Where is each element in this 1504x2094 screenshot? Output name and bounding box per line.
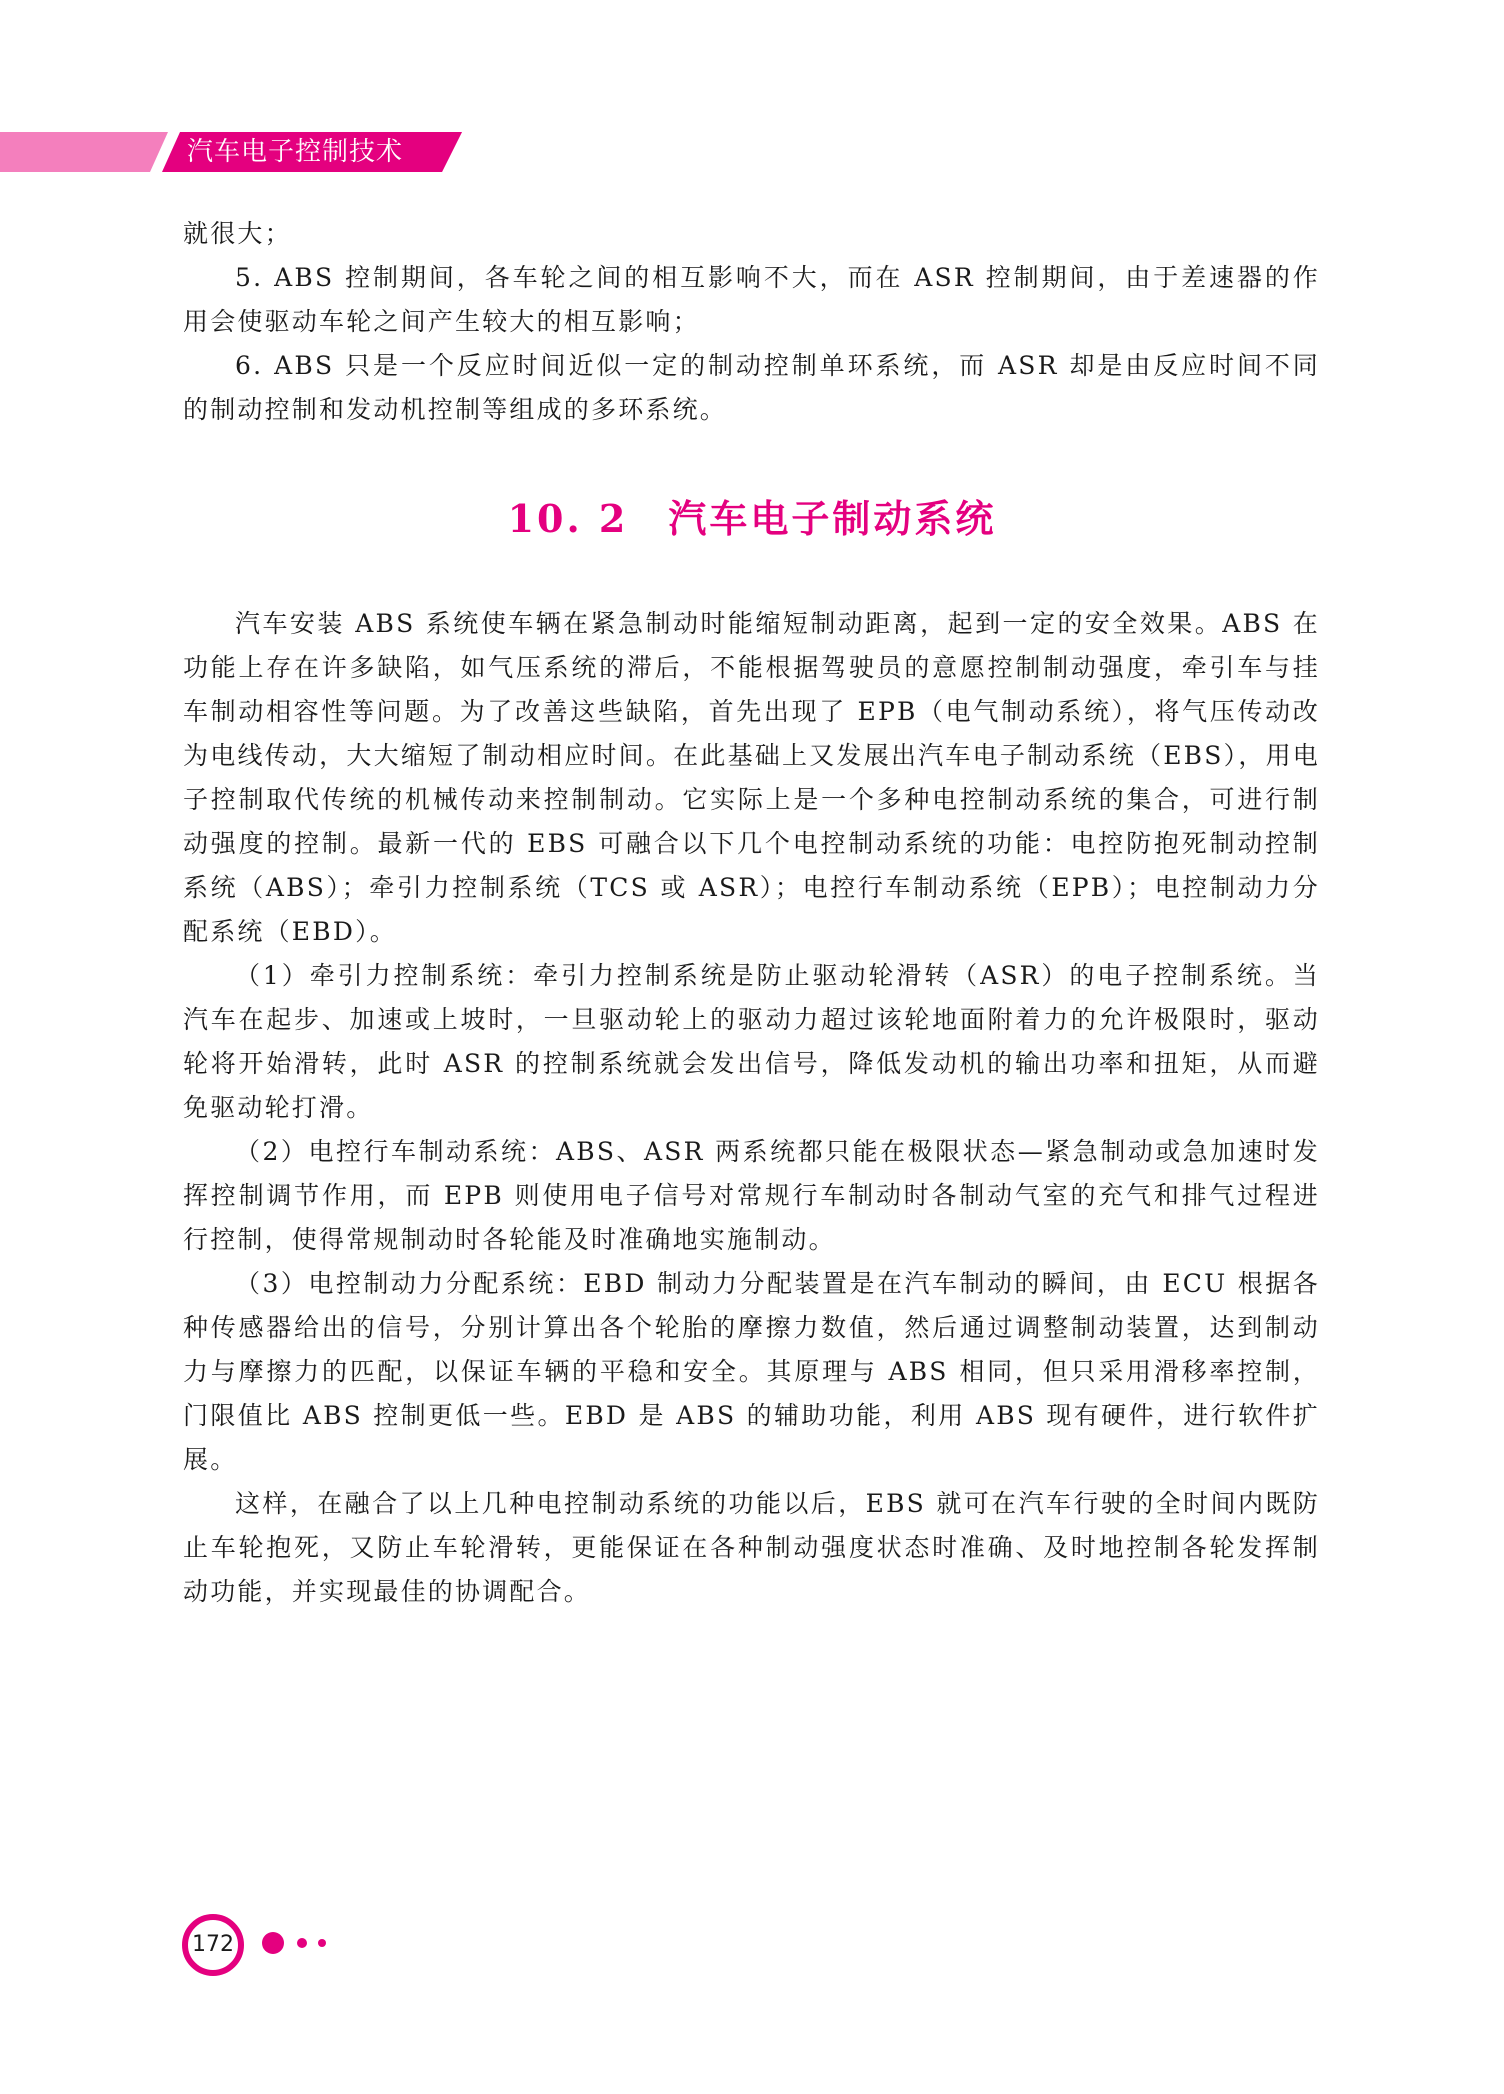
section-body [183,602,1320,1614]
section-title: 汽车电子制动系统 [668,496,997,541]
page-number: 172 [182,1914,244,1976]
paragraph: （3）电控制动力分配系统：EBD 制动力分配装置是在汽车制动的瞬间，由 ECU 根据各种传感器给出的信号，分别计算出各个轮胎的摩擦力数值，然后通过调整制动装置，达到制动力与摩擦力的匹配，以保证车辆的平稳和安全。其原理与 ABS 相同，但只采用滑移率控制，门限值比 ABS 控制更低一些。EBD 是 ABS 的辅助功能，利用 ABS 现有硬件，进行软件扩展。 [183,1269,1320,1474]
section-number: 10. 2 [507,496,629,541]
paragraph: （2）电控行车制动系统：ABS、ASR 两系统都只能在极限状态—紧急制动或急加速时发挥控制调节作用，而 EPB 则使用电子信号对常规行车制动时各制动气室的充气和排气过程进行控制，使得常规制动时各轮能及时准确地实施制动。 [183,1137,1320,1254]
paragraph: 汽车安装 ABS 系统使车辆在紧急制动时能缩短制动距离，起到一定的安全效果。ABS 在功能上存在许多缺陷，如气压系统的滞后，不能根据驾驶员的意愿控制制动强度，牵引车与挂车制动相容性等问题。为了改善这些缺陷，首先出现了 EPB（电气制动系统），将气压传动改为电线传动，大大缩短了制动相应时间。在此基础上又发展出汽车电子制动系统（EBS），用电子控制取代传统的机械传动来控制制动。它实际上是一个多种电控制动系统的集合，可进行制动强度的控制。最新一代的 EBS 可融合以下几个电控制动系统的功能：电控防抱死制动控制系统（ABS）；牵引力控制系统（TCS 或 ASR）；电控行车制动系统（EPB）；电控制动力分配系统（EBD）。 [183,609,1320,946]
paragraph: 就很大； [183,219,292,248]
decorative-dot-icon [262,1932,284,1954]
section-heading [0,488,1504,543]
paragraph: 这样，在融合了以上几种电控制动系统的功能以后，EBS 就可在汽车行驶的全时间内既防止车轮抱死，又防止车轮滑转，更能保证在各种制动强度状态时准确、及时地控制各轮发挥制动功能，并实现最佳的协调配合。 [183,1489,1320,1606]
paragraph: 6. ABS 只是一个反应时间近似一定的制动控制单环系统，而 ASR 却是由反应时间不同的制动控制和发动机控制等组成的多环系统。 [183,351,1320,424]
running-header-title: 汽车电子控制技术 [187,137,404,167]
paragraph: （1）牵引力控制系统：牵引力控制系统是防止驱动轮滑转（ASR）的电子控制系统。当汽车在起步、加速或上坡时，一旦驱动轮上的驱动力超过该轮地面附着力的允许极限时，驱动轮将开始滑转，此时 ASR 的控制系统就会发出信号，降低发动机的输出功率和扭矩，从而避免驱动轮打滑。 [183,961,1320,1122]
paragraph: 5. ABS 控制期间，各车轮之间的相互影响不大，而在 ASR 控制期间，由于差速器的作用会使驱动车轮之间产生较大的相互影响； [183,263,1320,336]
decorative-dot-icon [297,1938,307,1948]
decorative-dot-icon [318,1939,326,1947]
top-text-block [183,212,1320,432]
